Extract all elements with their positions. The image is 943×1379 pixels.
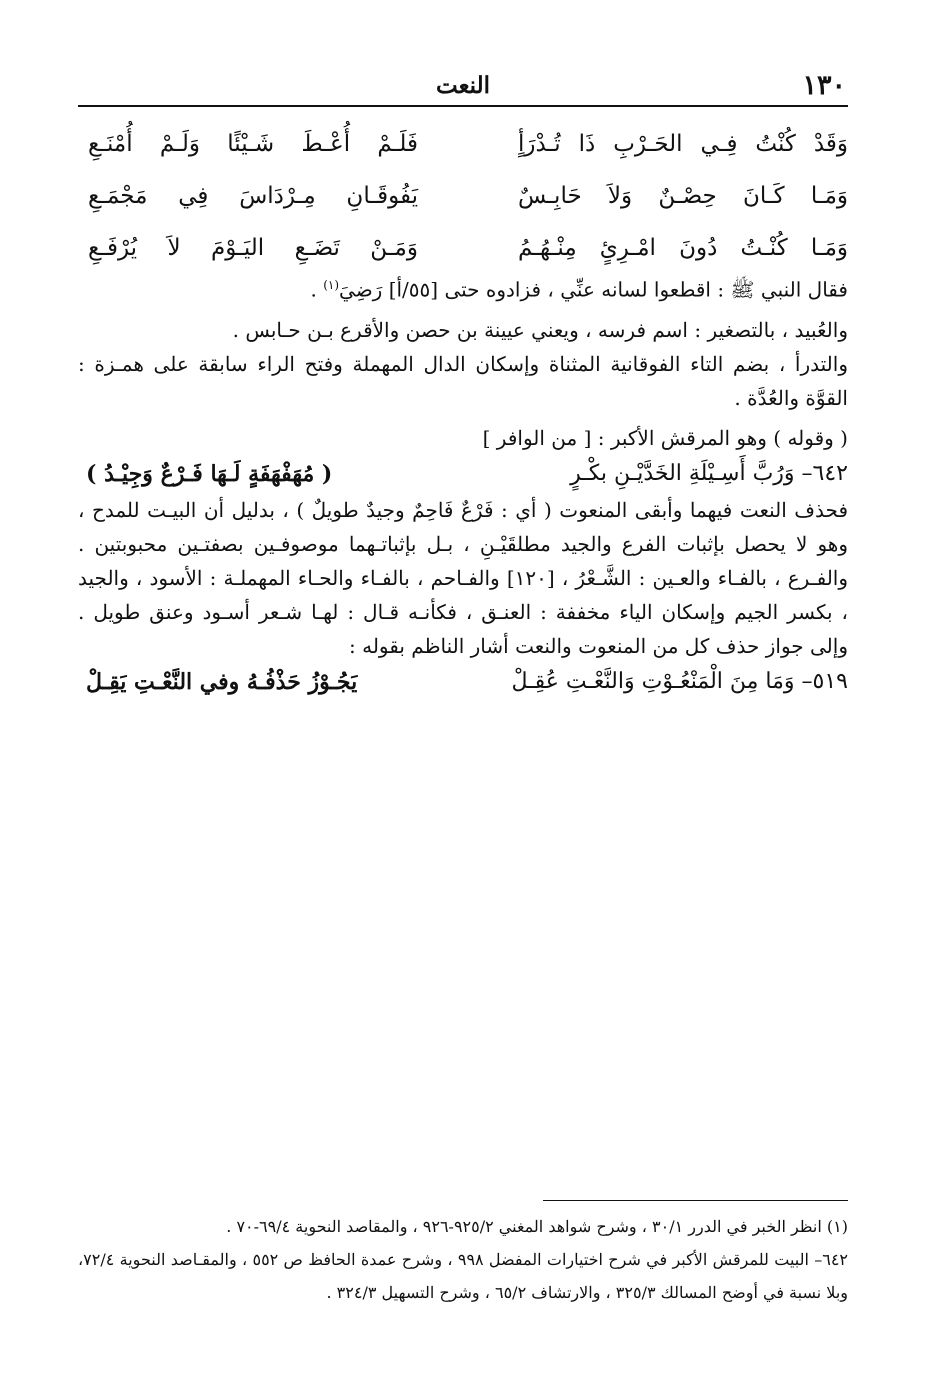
- page-header: [78, 68, 848, 102]
- header-rule: [78, 105, 848, 107]
- footnote-rule: [543, 1200, 848, 1201]
- verse-first-hemistich: ٥١٩– وَمَا مِنَ الْمَنْعُـوْتِ وَالنَّعْـتِ عُقِـلْ: [511, 668, 848, 694]
- footnote-marker: (١): [323, 278, 340, 292]
- paragraph: [78, 268, 848, 307]
- footnote: (١) انظر الخبر في الدرر ٣٠/١ ، وشرح شواهد المغني ٩٢٥/٢-٩٢٦ ، والمقاصد النحوية ٦٩/٤-٧٠ .: [226, 1217, 848, 1236]
- verse-second-hemistich: يَجُـوْزُ حَذْفُـهُ وفي النَّعْـتِ يَقِـلْ: [86, 668, 358, 695]
- verse-first-hemistich: وَقَدْ كُنْتُ فِـي الحَـرْبِ ذَا تُـدْرَأٍ: [518, 131, 848, 157]
- paragraph: فحذف النعت فيهما وأبقى المنعوت ( أي : فَرْعٌ فَاحِمٌ وجيدٌ طويلٌ ) ، بدليل أن البيـت للمدح ، وهو لا يحصل بإثبات الفرع والجيد مطلقَيْـنِ ، بـل بإثباتـهما موصوفـين بصفتـين محبوبتين . والفـرع ، بالفـاء والعـين : الشَّـعْرُ ، [١٢٠] والفـاحم ، بالفـاء والحـاء المهملـة : الأسود ، والجيد ، بكسر الجيم وإسكان الياء مخففة : العنـق ، فكأنـه قـال : لهـا شـعر أسـود وعنق طويل . وإلى جواز حذف كل من المنعوت والنعت أشار الناظم بقوله :: [78, 497, 848, 658]
- book-page: [78, 0, 848, 1379]
- running-title: النعت: [435, 72, 491, 99]
- verse-row: [78, 118, 848, 170]
- poem-line-642: [78, 455, 848, 493]
- footnote: ٦٤٢– البيت للمرقش الأكبر في شرح اختيارات المفضل ٩٩٨ ، وشرح عمدة الحافظ ص ٥٥٢ ، والمقـاصد النحوية ٧٢/٤، وبلا نسبة في أوضح المسالك ٣٢٥/٣ ، والارتشاف ٦٥/٢ ، وشرح التسهيل ٣٢٤/٣ .: [78, 1250, 849, 1302]
- verse-second-hemistich: وَمَـنْ تَضَـعِ اليَـوْمَ لاَ يُرْفَـعِ: [88, 235, 418, 261]
- body-text: [78, 268, 848, 701]
- page-number: ١٣٠: [802, 70, 846, 101]
- paragraph-text: .: [310, 277, 324, 302]
- verse-block: [78, 118, 848, 274]
- paragraph: والعُبيد ، بالتصغير : اسم فرسه ، ويعني عيينة بن حصن والأقرع بـن حـابس .: [232, 317, 848, 342]
- verse-second-hemistich: يَفُوقَـانِ مِـرْدَاسَ فِي مَجْمَـعِ: [88, 183, 418, 209]
- verse-introduction: ( وقوله ) وهو المرقش الأكبر : [ من الوافر ]: [482, 425, 848, 450]
- verse-row: [78, 222, 848, 274]
- verse-second-hemistich: ( مُهَفْهَفَةٍ لَـهَا فَـرْعٌ وَجِيْـدُ ): [86, 460, 333, 487]
- verse-first-hemistich: وَمَـا كُنْـتُ دُونَ امْـرِئٍ مِنْـهُـمُ: [518, 235, 848, 261]
- paragraph-text: فقال النبي ﷺ : اقطعوا لسانه عنِّي ، فزادوه حتى [٥٥/أ] رَضِيَ: [339, 277, 848, 302]
- verse-first-hemistich: ٦٤٢– وَرُبَّ أَسِـيْلَةِ الخَدَّيْـنِ بكْـرٍ: [570, 460, 848, 486]
- poem-line-519: [78, 663, 848, 701]
- verse-row: [78, 170, 848, 222]
- paragraph: والتدرأ ، بضم التاء الفوقانية المثناة وإسكان الدال المهملة وفتح الراء سابقة على همـزة : القوَّة والعُدَّة .: [78, 351, 848, 410]
- verse-second-hemistich: فَلَـمْ أُعْـطَ شَـيْئًا وَلَـمْ أُمْنَـعِ: [88, 131, 418, 157]
- footnotes: [78, 1210, 848, 1309]
- verse-first-hemistich: وَمَـا كَـانَ حِصْـنٌ وَلاَ حَابِـسٌ: [518, 183, 848, 209]
